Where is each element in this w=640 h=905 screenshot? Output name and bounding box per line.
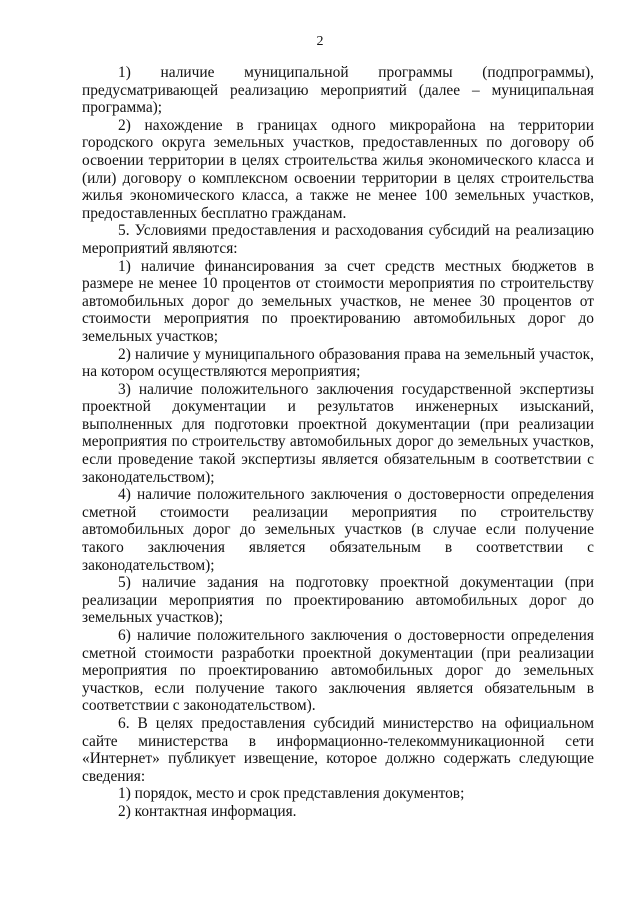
paragraph-condition-1-financing: 1) наличие финансирования за счет средств местных бюджетов в размере не менее 10 процентов от стоимости мероприятия по строительству автомобильных дорог до земельных участков, не менее 30 процентов от стоимости мероприятия по проектированию автомобильных дорог до земельных участков;: [82, 257, 594, 345]
paragraph-condition-5-design-task: 5) наличие задания на подготовку проектной документации (при реализации мероприятия по проектированию автомобильных дорог до земельных участков);: [82, 574, 594, 627]
paragraph-condition-6-estimate-design: 6) наличие положительного заключения о достоверности определения сметной стоимости разработки проектной документации (при реализации мероприятия по проектированию автомобильных дорог до земельных участков, если получение такого заключения является обязательным в соответствии с законодательством).: [82, 627, 594, 715]
paragraph-condition-4-estimate-construction: 4) наличие положительного заключения о достоверности определения сметной стоимости реализации мероприятия по строительству автомобильных дорог до земельных участков (в случае если получение такого заключения является обязательным в соответствии с законодательством);: [82, 486, 594, 574]
paragraph-item-1-municipal-program: 1) наличие муниципальной программы (подпрограммы), предусматривающей реализацию мероприятий (далее – муниципальная программа);: [82, 64, 594, 117]
paragraph-section-6-notice: 6. В целях предоставления субсидий министерство на официальном сайте министерства в информационно-телекоммуникационной сети «Интернет» публикует извещение, которое должно содержать следующие сведения:: [82, 714, 594, 785]
document-body: [82, 64, 594, 821]
paragraph-notice-1-procedure: 1) порядок, место и срок представления документов;: [118, 785, 465, 803]
paragraph-condition-3-state-expertise: 3) наличие положительного заключения государственной экспертизы проектной документации и результатов инженерных изысканий, выполненных для подготовки проектной документации (при реализации мероприятия по строительству автомобильных дорог до земельных участков, если проведение такой экспертизы является обязательным в соответствии с законодательством);: [82, 380, 594, 486]
paragraph-section-5-conditions: 5. Условиями предоставления и расходования субсидий на реализацию мероприятий являются:: [82, 222, 594, 257]
paragraph-condition-2-land-rights: 2) наличие у муниципального образования права на земельный участок, на котором осуществляются мероприятия;: [82, 345, 594, 381]
paragraph-notice-2-contacts: 2) контактная информация.: [118, 802, 297, 820]
paragraph-item-2-land-plots: 2) нахождение в границах одного микрорайона на территории городского округа земельных участков, предоставленных по договору об освоении территории в целях строительства жилья экономического класса и (или) договору о комплексном освоении территории в целях строительства жилья экономического класса, а также не менее 100 земельных участков, предоставленных бесплатно гражданам.: [82, 116, 594, 222]
page-number: 2: [316, 34, 324, 49]
